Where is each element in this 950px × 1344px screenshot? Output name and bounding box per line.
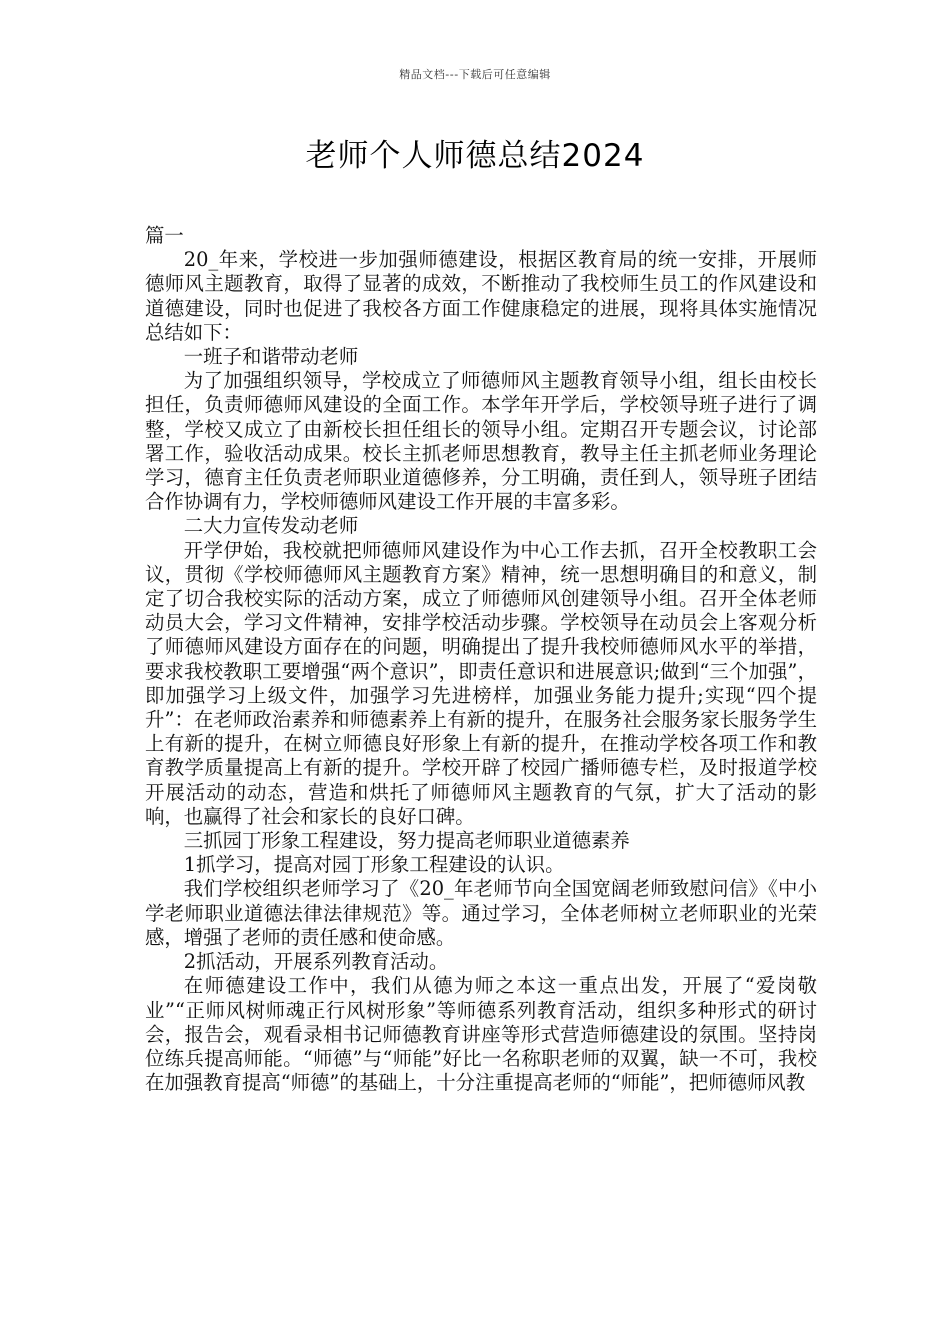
subsection-heading: 1抓学习，提高对园丁形象工程建设的认识。	[183, 853, 565, 877]
document-title: 老师个人师德总结2024	[305, 138, 645, 174]
section-heading: 一班子和谐带动老师	[183, 345, 359, 369]
header-note: 精品文档---下载后可任意编辑	[399, 68, 551, 81]
subsection-heading: 2抓活动，开展系列教育活动。	[183, 950, 449, 974]
document-body	[145, 224, 817, 1095]
body-paragraph: 20_年来，学校进一步加强师德建设，根据区教育局的统一安排，开展师德师风主题教育，取得了显著的成效，不断推动了我校师生员工的作风建设和道德建设，同时也促进了我校各方面工作健康稳定的进展，现将具体实施情况总结如下：	[145, 248, 817, 344]
body-paragraph: 开学伊始，我校就把师德师风建设作为中心工作去抓，召开全校教职工会议，贯彻《学校师德师风主题教育方案》精神，统一思想明确目的和意义，制定了切合我校实际的活动方案，成立了师德师风创建领导小组。召开全体老师动员大会，学习文件精神，安排学校活动步骤。学校领导在动员会上客观分析了师德师风建设方面存在的问题，明确提出了提升我校师德师风水平的举措，要求我校教职工要增强“两个意识”，即责任意识和进展意识;做到“三个加强”，即加强学习上级文件，加强学习先进榜样，加强业务能力提升;实现“四个提升”：在老师政治素养和师德素养上有新的提升，在服务社会服务家长服务学生上有新的提升，在树立师德良好形象上有新的提升，在推动学校各项工作和教育教学质量提高上有新的提升。学校开辟了校园广播师德专栏，及时报道学校开展活动的动态，营造和烘托了师德师风主题教育的气氛，扩大了活动的影响，也赢得了社会和家长的良好口碑。	[145, 538, 817, 828]
section-heading: 二大力宣传发动老师	[183, 514, 359, 538]
body-paragraph: 为了加强组织领导，学校成立了师德师风主题教育领导小组，组长由校长担任，负责师德师风建设的全面工作。本学年开学后，学校领导班子进行了调整，学校又成立了由新校长担任组长的领导小组。定期召开专题会议，讨论部署工作，验收活动成果。校长主抓老师思想教育，教导主任主抓老师业务理论学习，德育主任负责老师职业道德修养，分工明确，责任到人，领导班子团结合作协调有力，学校师德师风建设工作开展的丰富多彩。	[145, 369, 817, 514]
body-paragraph: 在师德建设工作中，我们从德为师之本这一重点出发，开展了“爱岗敬业”“正师风树师魂正行风树形象”等师德系列教育活动，组织多种形式的研讨会，报告会，观看录相书记师德教育讲座等形式营造师德建设的氛围。坚持岗位练兵提高师能。“师德”与“师能”好比一名称职老师的双翼，缺一不可，我校在加强教育提高“师德”的基础上，十分注重提高老师的“师能”，把师德师风教	[145, 974, 817, 1095]
body-paragraph: 我们学校组织老师学习了《20_年老师节向全国宽阔老师致慰问信》《中小学老师职业道德法律法律规范》等。通过学习，全体老师树立老师职业的光荣感，增强了老师的责任感和使命感。	[145, 877, 817, 949]
section-heading: 三抓园丁形象工程建设，努力提高老师职业道德素养	[183, 829, 630, 853]
section-label: 篇一	[145, 224, 184, 247]
